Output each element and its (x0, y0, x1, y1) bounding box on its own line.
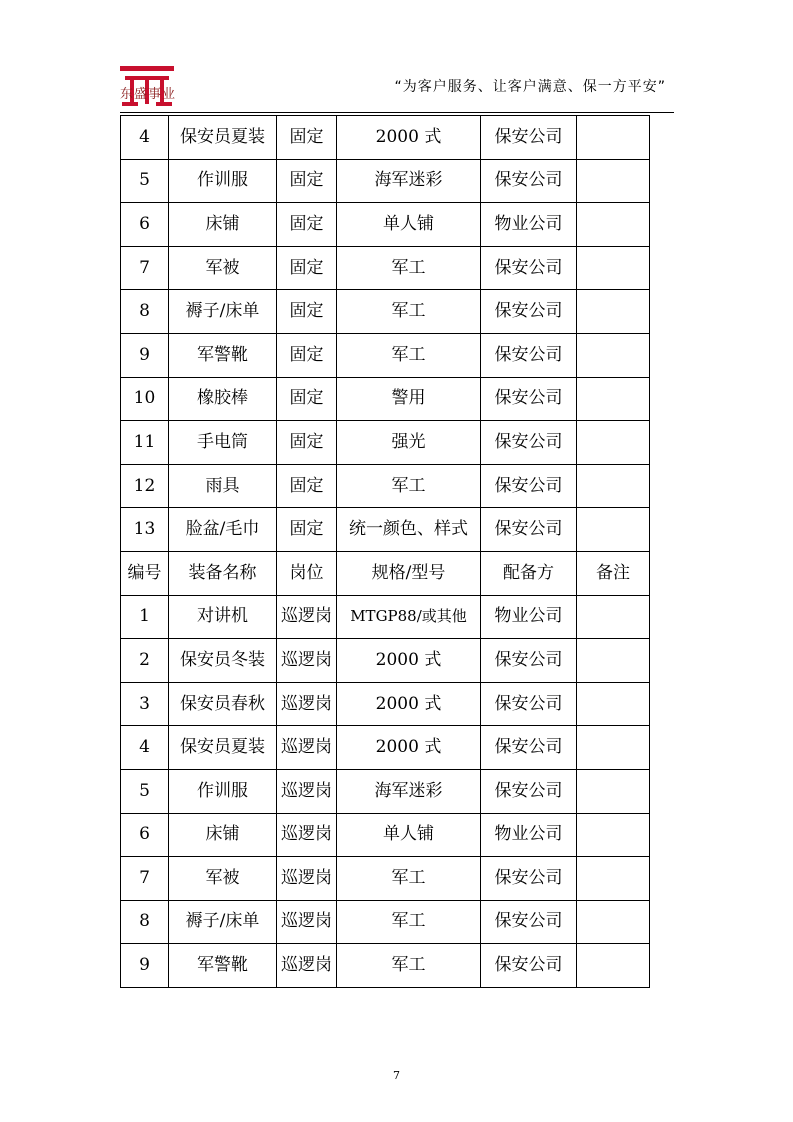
cell-number: 8 (121, 290, 169, 334)
table-row (121, 769, 650, 813)
cell-equipment-name: 装备名称 (169, 551, 277, 595)
cell-equipment-name: 保安员冬装 (169, 639, 277, 683)
cell-equipment-name: 军被 (169, 857, 277, 901)
cell-remark (577, 377, 650, 421)
cell-post: 固定 (277, 377, 337, 421)
table-row (121, 333, 650, 377)
cell-post: 巡逻岗 (277, 639, 337, 683)
cell-equipment-name: 作训服 (169, 769, 277, 813)
cell-number: 13 (121, 508, 169, 552)
cell-provider: 物业公司 (481, 595, 577, 639)
cell-number: 7 (121, 246, 169, 290)
cell-equipment-name: 保安员春秋 (169, 682, 277, 726)
cell-provider: 保安公司 (481, 508, 577, 552)
cell-post: 巡逻岗 (277, 769, 337, 813)
cell-equipment-name: 军警靴 (169, 333, 277, 377)
cell-equipment-name: 雨具 (169, 464, 277, 508)
cell-number: 3 (121, 682, 169, 726)
table-row (121, 551, 650, 595)
page-header (120, 60, 674, 112)
cell-post: 岗位 (277, 551, 337, 595)
cell-number: 8 (121, 900, 169, 944)
cell-provider: 保安公司 (481, 682, 577, 726)
cell-number: 12 (121, 464, 169, 508)
cell-post: 巡逻岗 (277, 900, 337, 944)
cell-provider: 配备方 (481, 551, 577, 595)
cell-number: 1 (121, 595, 169, 639)
table-row (121, 726, 650, 770)
cell-spec: 统一颜色、样式 (337, 508, 481, 552)
cell-number: 4 (121, 726, 169, 770)
cell-provider: 保安公司 (481, 333, 577, 377)
cell-remark (577, 857, 650, 901)
page-number: 7 (393, 1069, 400, 1082)
cell-number: 7 (121, 857, 169, 901)
cell-number: 10 (121, 377, 169, 421)
cell-spec: 军工 (337, 290, 481, 334)
cell-spec: 警用 (337, 377, 481, 421)
cell-spec: 2000 式 (337, 726, 481, 770)
cell-spec: 海军迷彩 (337, 159, 481, 203)
table-row (121, 159, 650, 203)
cell-spec: MTGP88/或其他 (337, 595, 481, 639)
cell-number: 9 (121, 944, 169, 988)
cell-remark (577, 944, 650, 988)
cell-spec: 军工 (337, 944, 481, 988)
cell-provider: 物业公司 (481, 203, 577, 247)
header-divider (120, 112, 674, 113)
cell-provider: 保安公司 (481, 944, 577, 988)
cell-spec: 军工 (337, 246, 481, 290)
table-row (121, 377, 650, 421)
cell-remark (577, 290, 650, 334)
cell-post: 固定 (277, 508, 337, 552)
cell-post: 巡逻岗 (277, 726, 337, 770)
cell-provider: 保安公司 (481, 639, 577, 683)
table-row (121, 421, 650, 465)
cell-provider: 保安公司 (481, 377, 577, 421)
cell-remark (577, 595, 650, 639)
company-slogan: “为客户服务、让客户满意、保一方平安” (394, 79, 666, 95)
cell-spec: 军工 (337, 857, 481, 901)
cell-post: 巡逻岗 (277, 857, 337, 901)
cell-remark: 备注 (577, 551, 650, 595)
cell-remark (577, 726, 650, 770)
table-row (121, 857, 650, 901)
cell-equipment-name: 脸盆/毛巾 (169, 508, 277, 552)
cell-spec: 单人铺 (337, 203, 481, 247)
cell-remark (577, 682, 650, 726)
cell-post: 巡逻岗 (277, 813, 337, 857)
cell-remark (577, 508, 650, 552)
cell-remark (577, 159, 650, 203)
cell-spec: 强光 (337, 421, 481, 465)
cell-remark (577, 333, 650, 377)
table-row (121, 595, 650, 639)
cell-spec: 2000 式 (337, 116, 481, 160)
table-row (121, 116, 650, 160)
cell-provider: 保安公司 (481, 464, 577, 508)
cell-post: 巡逻岗 (277, 682, 337, 726)
table-row (121, 508, 650, 552)
cell-equipment-name: 褥子/床单 (169, 290, 277, 334)
table-row (121, 900, 650, 944)
cell-provider: 物业公司 (481, 813, 577, 857)
cell-number: 6 (121, 203, 169, 247)
cell-equipment-name: 对讲机 (169, 595, 277, 639)
cell-spec: 海军迷彩 (337, 769, 481, 813)
cell-post: 固定 (277, 464, 337, 508)
cell-remark (577, 203, 650, 247)
cell-post: 固定 (277, 203, 337, 247)
cell-spec: 规格/型号 (337, 551, 481, 595)
company-logo-text: 东盛事业 (120, 87, 177, 102)
cell-equipment-name: 手电筒 (169, 421, 277, 465)
cell-equipment-name: 床铺 (169, 813, 277, 857)
table-row (121, 464, 650, 508)
cell-remark (577, 116, 650, 160)
cell-equipment-name: 军警靴 (169, 944, 277, 988)
table-row (121, 682, 650, 726)
cell-remark (577, 639, 650, 683)
cell-number: 11 (121, 421, 169, 465)
cell-equipment-name: 保安员夏装 (169, 726, 277, 770)
table-row (121, 813, 650, 857)
cell-equipment-name: 橡胶棒 (169, 377, 277, 421)
cell-equipment-name: 作训服 (169, 159, 277, 203)
cell-equipment-name: 保安员夏装 (169, 116, 277, 160)
table-row (121, 639, 650, 683)
cell-number: 9 (121, 333, 169, 377)
cell-post: 固定 (277, 116, 337, 160)
cell-post: 固定 (277, 159, 337, 203)
cell-remark (577, 246, 650, 290)
cell-provider: 保安公司 (481, 900, 577, 944)
cell-provider: 保安公司 (481, 421, 577, 465)
cell-number: 6 (121, 813, 169, 857)
cell-post: 巡逻岗 (277, 944, 337, 988)
equipment-table-body (121, 116, 650, 988)
cell-spec: 军工 (337, 900, 481, 944)
cell-number: 5 (121, 769, 169, 813)
cell-equipment-name: 军被 (169, 246, 277, 290)
cell-post: 巡逻岗 (277, 595, 337, 639)
cell-provider: 保安公司 (481, 857, 577, 901)
cell-spec: 单人铺 (337, 813, 481, 857)
table-row (121, 246, 650, 290)
cell-number: 4 (121, 116, 169, 160)
cell-spec: 2000 式 (337, 682, 481, 726)
cell-equipment-name: 床铺 (169, 203, 277, 247)
cell-post: 固定 (277, 290, 337, 334)
cell-spec: 2000 式 (337, 639, 481, 683)
cell-provider: 保安公司 (481, 769, 577, 813)
cell-provider: 保安公司 (481, 290, 577, 334)
cell-number: 编号 (121, 551, 169, 595)
cell-remark (577, 464, 650, 508)
company-logo (120, 66, 177, 106)
cell-remark (577, 769, 650, 813)
table-row (121, 290, 650, 334)
cell-number: 5 (121, 159, 169, 203)
table-row (121, 944, 650, 988)
cell-remark (577, 421, 650, 465)
cell-post: 固定 (277, 333, 337, 377)
cell-provider: 保安公司 (481, 246, 577, 290)
cell-number: 2 (121, 639, 169, 683)
equipment-table (120, 115, 650, 988)
cell-post: 固定 (277, 421, 337, 465)
table-row (121, 203, 650, 247)
cell-remark (577, 900, 650, 944)
cell-spec: 军工 (337, 333, 481, 377)
cell-remark (577, 813, 650, 857)
cell-post: 固定 (277, 246, 337, 290)
cell-equipment-name: 褥子/床单 (169, 900, 277, 944)
cell-provider: 保安公司 (481, 726, 577, 770)
cell-provider: 保安公司 (481, 159, 577, 203)
cell-provider: 保安公司 (481, 116, 577, 160)
cell-spec: 军工 (337, 464, 481, 508)
